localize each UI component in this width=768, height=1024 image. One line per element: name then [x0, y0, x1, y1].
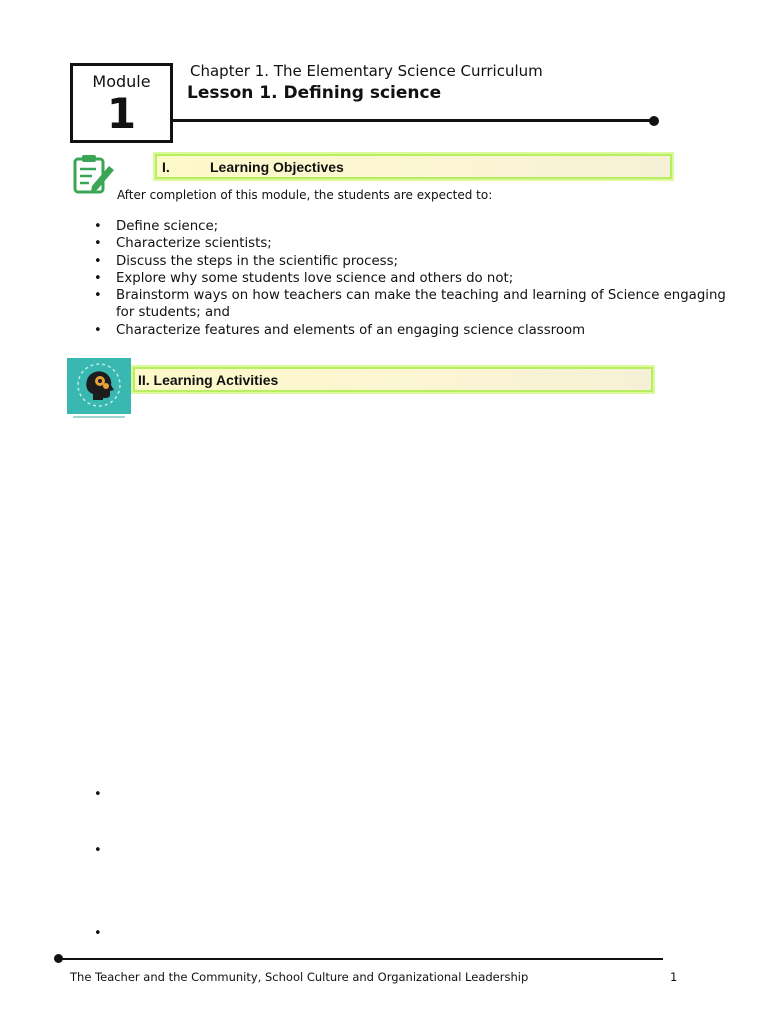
title-divider	[173, 119, 653, 122]
list-item: • Explore why some students love science and others do not;	[94, 270, 734, 287]
intro-text: After completion of this module, the students are expected to:	[117, 188, 493, 202]
list-item: • Characterize features and elements of an engaging science classroom	[94, 322, 734, 339]
module-number: 1	[106, 89, 137, 138]
lesson-title: Lesson 1. Defining science	[187, 83, 442, 103]
footer-divider	[58, 958, 663, 960]
clipboard-pencil-icon	[72, 153, 116, 195]
page-number: 1	[670, 970, 678, 984]
module-label: Module	[92, 72, 151, 91]
objectives-list	[94, 218, 734, 339]
list-item: • Discuss the steps in the scientific process;	[94, 253, 734, 270]
list-item: • Brainstorm ways on how teachers can make the teaching and learning of Science engaging for students; and	[94, 287, 734, 322]
icon-caption-decoration	[67, 416, 131, 419]
footer-divider-dot	[54, 954, 63, 963]
section-label: Learning Objectives	[210, 159, 344, 175]
list-item: • Define science;	[94, 218, 734, 235]
learning-activities-header	[133, 367, 653, 392]
title-divider-dot	[649, 116, 659, 126]
chapter-title: Chapter 1. The Elementary Science Curriculum	[190, 62, 543, 80]
list-item: • Characterize scientists;	[94, 235, 734, 252]
footer-text: The Teacher and the Community, School Culture and Organizational Leadership	[70, 970, 529, 984]
section-label: II. Learning Activities	[138, 372, 279, 388]
learning-objectives-header	[155, 154, 672, 179]
empty-bullet: •	[94, 926, 102, 941]
module-box	[70, 63, 173, 143]
empty-bullet: •	[94, 843, 102, 858]
section-number: I.	[162, 159, 170, 175]
empty-bullet: •	[94, 787, 102, 802]
head-gears-icon	[67, 358, 131, 414]
